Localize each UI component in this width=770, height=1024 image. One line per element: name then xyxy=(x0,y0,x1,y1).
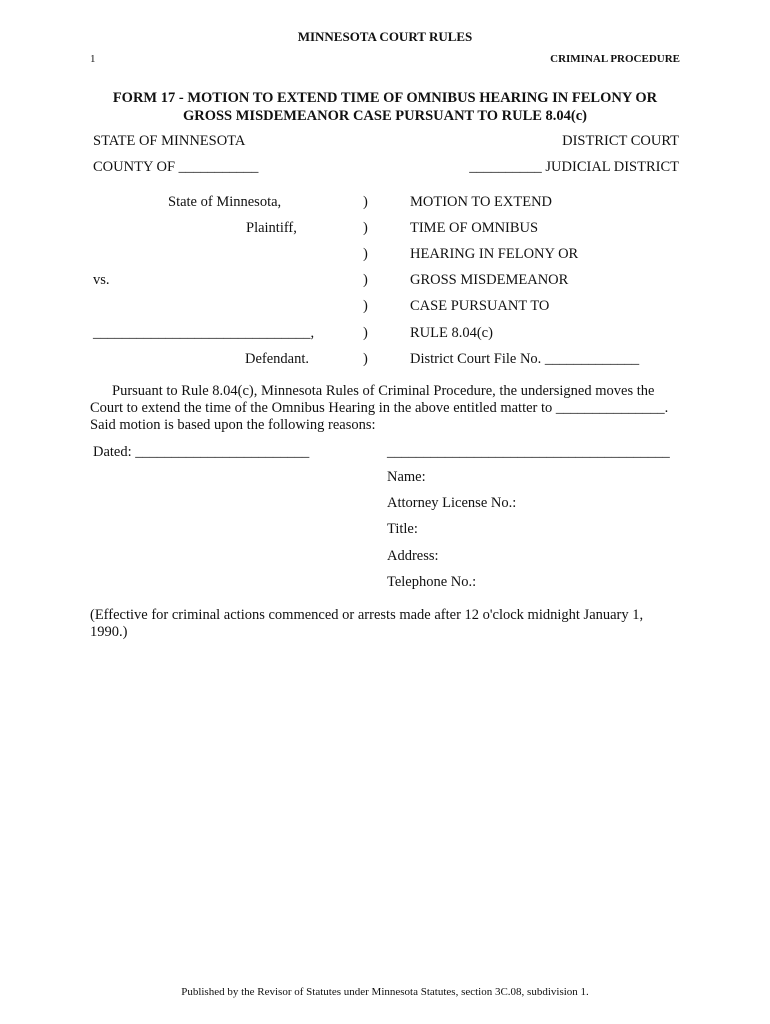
plaintiff-label: Plaintiff, xyxy=(246,220,297,236)
form-title-line1: FORM 17 - MOTION TO EXTEND TIME OF OMNIBUS HEARING IN FELONY OR xyxy=(112,90,658,106)
footer-publication-note: Published by the Revisor of Statutes under Minnesota Statutes, section 3C.08, subdivision 1. xyxy=(181,986,589,998)
caption-paren: ) xyxy=(363,351,368,367)
defendant-blank: ______________________________, xyxy=(93,325,315,341)
defendant-label: Defendant. xyxy=(245,351,310,367)
effective-line2: 1990.) xyxy=(90,624,128,640)
section-header: CRIMINAL PROCEDURE xyxy=(550,53,680,65)
court-label: DISTRICT COURT xyxy=(562,133,679,149)
state-party: State of Minnesota, xyxy=(168,194,282,210)
caption-paren: ) xyxy=(363,272,368,288)
paragraph-line: Said motion is based upon the following reasons: xyxy=(90,417,376,433)
motion-title-line: RULE 8.04(c) xyxy=(410,325,493,341)
motion-paragraph xyxy=(90,383,682,434)
paragraph-line: Pursuant to Rule 8.04(c), Minnesota Rules of Criminal Procedure, the undersigned moves the xyxy=(112,383,655,399)
motion-title-line: TIME OF OMNIBUS xyxy=(410,220,539,236)
attorney-license-label: Attorney License No.: xyxy=(387,495,517,511)
address-field-label: Address: xyxy=(387,548,439,564)
page-number: 1 xyxy=(90,53,96,65)
county-label: COUNTY OF ___________ xyxy=(93,159,259,175)
paragraph-line: Court to extend the time of the Omnibus Hearing in the above entitled matter to _______________. xyxy=(90,400,669,416)
title-field-label: Title: xyxy=(387,521,418,537)
caption-paren: ) xyxy=(363,246,368,262)
motion-title-line: GROSS MISDEMEANOR xyxy=(410,272,569,288)
telephone-field-label: Telephone No.: xyxy=(387,574,477,590)
caption-paren: ) xyxy=(363,298,368,314)
name-field-label: Name: xyxy=(387,469,426,485)
district-court-file-no: District Court File No. _____________ xyxy=(410,351,640,367)
form-title-line2: GROSS MISDEMEANOR CASE PURSUANT TO RULE 8.04(c) xyxy=(182,108,588,124)
motion-title-line: MOTION TO EXTEND xyxy=(410,194,553,210)
form-title xyxy=(60,89,710,125)
running-header-title: MINNESOTA COURT RULES xyxy=(297,29,473,44)
motion-title-line: HEARING IN FELONY OR xyxy=(410,246,579,262)
caption-paren: ) xyxy=(363,194,368,210)
dated-line: Dated: ________________________ xyxy=(93,444,310,460)
signature-line: _______________________________________ xyxy=(387,444,670,460)
vs-label: vs. xyxy=(93,272,110,288)
motion-title-line: CASE PURSUANT TO xyxy=(410,298,550,314)
caption-paren: ) xyxy=(363,325,368,341)
state-label: STATE OF MINNESOTA xyxy=(93,133,246,149)
effective-line1: (Effective for criminal actions commenced or arrests made after 12 o'clock midnight January 1, xyxy=(90,607,644,623)
effective-note xyxy=(90,607,682,641)
judicial-district-label: __________ JUDICIAL DISTRICT xyxy=(469,159,679,175)
caption-paren: ) xyxy=(363,220,368,236)
